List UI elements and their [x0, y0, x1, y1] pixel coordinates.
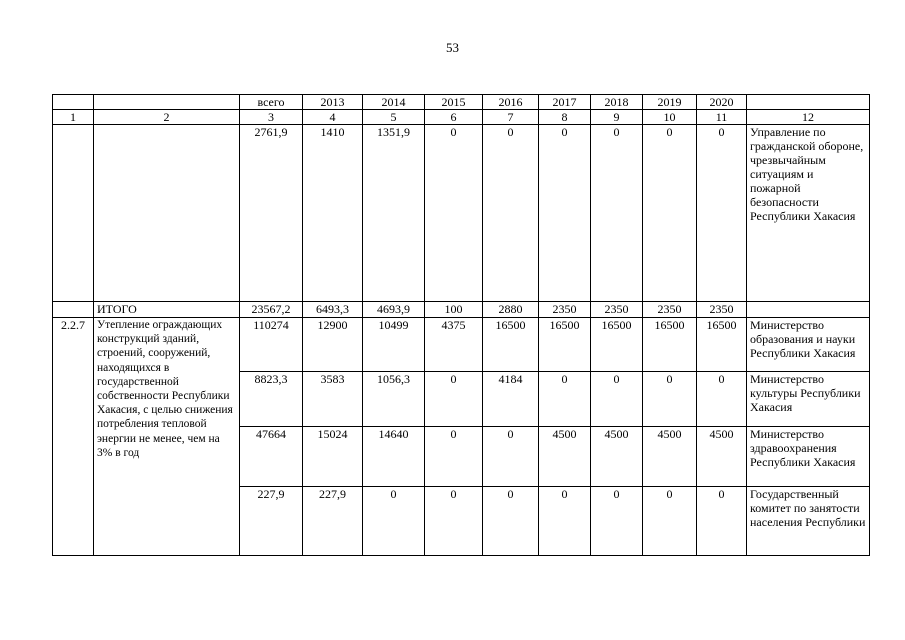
header-cell-year: 2018	[591, 95, 643, 110]
value-cell: 0	[425, 427, 483, 487]
value-cell: 15024	[303, 427, 363, 487]
value-cell: 16500	[483, 318, 539, 372]
org-cell: Управление по гражданской обороне, чрезвычайным ситуациям и пожарной безопасности Республики Хакасия	[747, 125, 870, 302]
value-cell: 0	[643, 125, 697, 302]
page-number: 53	[446, 40, 459, 55]
header-cell-empty	[747, 95, 870, 110]
table-row	[53, 318, 870, 372]
value-cell: 10499	[363, 318, 425, 372]
value-cell: 0	[697, 487, 747, 556]
colnum-cell: 3	[240, 110, 303, 125]
value-cell: 0	[425, 125, 483, 302]
value-cell: 0	[591, 125, 643, 302]
colnum-cell: 8	[539, 110, 591, 125]
header-colnum-row	[53, 110, 870, 125]
value-cell: 4500	[643, 427, 697, 487]
value-cell: 0	[425, 372, 483, 427]
value-cell: 1410	[303, 125, 363, 302]
total-value-cell: 100	[425, 302, 483, 318]
value-cell: 16500	[643, 318, 697, 372]
item-description-cell: Утепление ограждающих конструкций зданий, строений, сооружений, находящихся в государственной собственности Республики Хакасия, с целью снижения потребления тепловой энергии не менее, чем на 3% в год	[94, 318, 240, 556]
colnum-cell: 9	[591, 110, 643, 125]
total-value-cell: 2350	[539, 302, 591, 318]
org-cell: Министерство культуры Республики Хакасия	[747, 372, 870, 427]
value-cell: 3583	[303, 372, 363, 427]
value-cell: 4500	[539, 427, 591, 487]
value-cell: 0	[643, 487, 697, 556]
colnum-cell: 11	[697, 110, 747, 125]
value-cell: 227,9	[240, 487, 303, 556]
value-cell: 0	[591, 372, 643, 427]
table-row-total	[53, 302, 870, 318]
value-cell: 0	[643, 372, 697, 427]
header-cell-year: 2015	[425, 95, 483, 110]
total-label: ИТОГО	[94, 302, 240, 318]
header-cell-year: 2017	[539, 95, 591, 110]
budget-table	[52, 94, 870, 556]
colnum-cell: 4	[303, 110, 363, 125]
value-cell: 16500	[539, 318, 591, 372]
header-cell-empty	[53, 95, 94, 110]
header-cell-total: всего	[240, 95, 303, 110]
value-cell: 12900	[303, 318, 363, 372]
org-cell: Государственный комитет по занятости населения Республики	[747, 487, 870, 556]
value-cell: 227,9	[303, 487, 363, 556]
header-years-row	[53, 95, 870, 110]
value-cell: 0	[483, 427, 539, 487]
colnum-cell: 7	[483, 110, 539, 125]
value-cell: 4500	[697, 427, 747, 487]
total-value-cell: 2350	[697, 302, 747, 318]
value-cell: 1056,3	[363, 372, 425, 427]
colnum-cell: 1	[53, 110, 94, 125]
colnum-cell: 6	[425, 110, 483, 125]
value-cell: 14640	[363, 427, 425, 487]
total-value-cell: 2350	[643, 302, 697, 318]
item-description-cell	[94, 125, 240, 302]
value-cell: 16500	[591, 318, 643, 372]
value-cell: 0	[483, 125, 539, 302]
header-cell-year: 2014	[363, 95, 425, 110]
total-value-cell: 2880	[483, 302, 539, 318]
org-cell: Министерство здравоохранения Республики Хакасия	[747, 427, 870, 487]
item-number-cell: 2.2.7	[53, 318, 94, 556]
value-cell: 0	[363, 487, 425, 556]
value-cell: 4184	[483, 372, 539, 427]
colnum-cell: 5	[363, 110, 425, 125]
value-cell: 0	[539, 487, 591, 556]
header-cell-year: 2020	[697, 95, 747, 110]
org-cell: Министерство образования и науки Республики Хакасия	[747, 318, 870, 372]
total-value-cell: 6493,3	[303, 302, 363, 318]
value-cell: 4500	[591, 427, 643, 487]
value-cell: 110274	[240, 318, 303, 372]
item-number-cell	[53, 125, 94, 302]
value-cell: 47664	[240, 427, 303, 487]
value-cell: 1351,9	[363, 125, 425, 302]
total-value-cell: 4693,9	[363, 302, 425, 318]
header-cell-year: 2013	[303, 95, 363, 110]
header-cell-year: 2019	[643, 95, 697, 110]
value-cell: 8823,3	[240, 372, 303, 427]
total-value-cell: 23567,2	[240, 302, 303, 318]
value-cell: 0	[539, 372, 591, 427]
value-cell: 0	[539, 125, 591, 302]
header-cell-empty	[94, 95, 240, 110]
value-cell: 2761,9	[240, 125, 303, 302]
value-cell: 0	[697, 125, 747, 302]
value-cell: 4375	[425, 318, 483, 372]
value-cell: 16500	[697, 318, 747, 372]
table-row	[53, 125, 870, 302]
value-cell: 0	[697, 372, 747, 427]
value-cell: 0	[425, 487, 483, 556]
header-cell-year: 2016	[483, 95, 539, 110]
value-cell: 0	[483, 487, 539, 556]
org-cell	[747, 302, 870, 318]
colnum-cell: 10	[643, 110, 697, 125]
item-number-cell	[53, 302, 94, 318]
total-value-cell: 2350	[591, 302, 643, 318]
colnum-cell: 2	[94, 110, 240, 125]
value-cell: 0	[591, 487, 643, 556]
colnum-cell: 12	[747, 110, 870, 125]
